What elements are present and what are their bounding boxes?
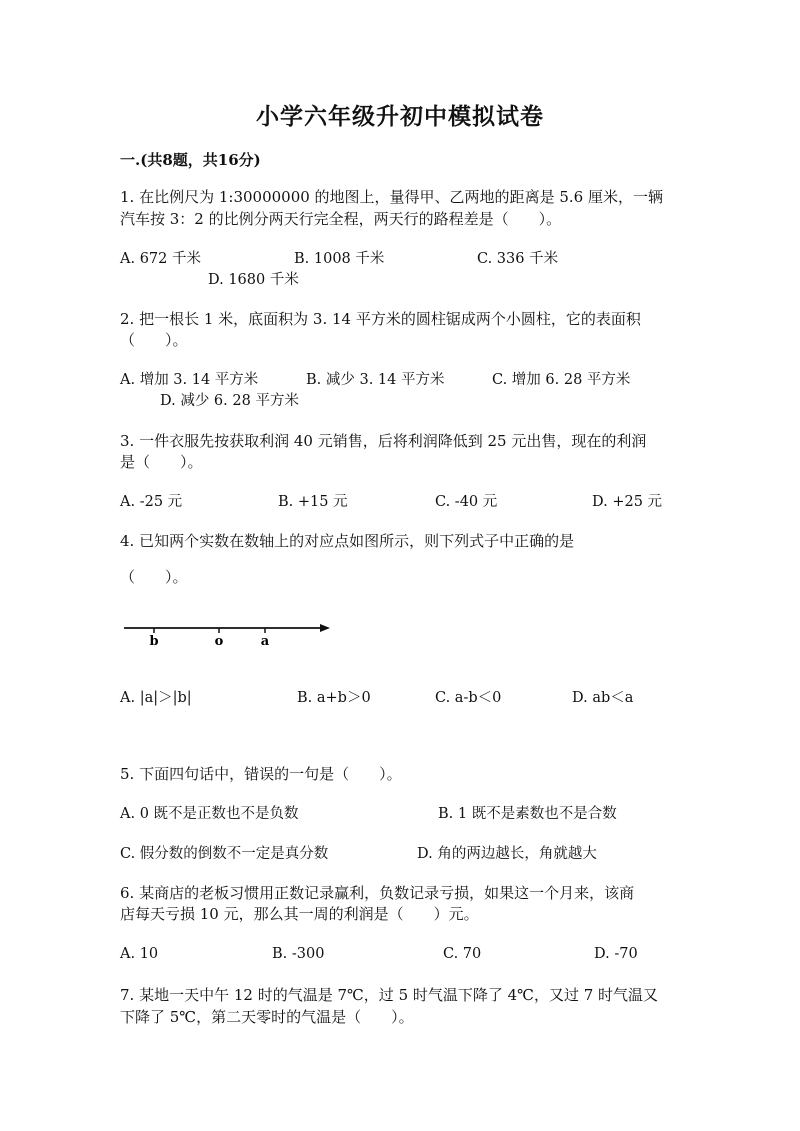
- question-6-option-d[interactable]: D. -70: [594, 946, 638, 962]
- question-6-option-b[interactable]: B. -300: [272, 946, 325, 962]
- label-a: a: [260, 634, 270, 649]
- question-2-option-c[interactable]: C. 增加 6. 28 平方米: [492, 372, 631, 388]
- question-5-option-d[interactable]: D. 角的两边越长，角就越大: [417, 846, 597, 862]
- question-4-line-2: （ ）。: [120, 568, 188, 586]
- question-4-option-c[interactable]: C. a-b＜0: [435, 690, 502, 706]
- question-6-line-2: 店每天亏损 10 元，那么其一周的利润是（ ）元。: [120, 905, 479, 923]
- section-heading: 一.(共8题，共16分): [120, 151, 261, 169]
- page-title: 小学六年级升初中模拟试卷: [256, 103, 544, 130]
- question-7-line-1: 7. 某地一天中午 12 时的气温是 7℃，过 5 时气温下降了 4℃，又过 7 时气温又: [120, 986, 659, 1004]
- question-6-option-a[interactable]: A. 10: [120, 946, 159, 962]
- question-3-option-c[interactable]: C. -40 元: [435, 494, 498, 510]
- question-4-line-1: 4. 已知两个实数在数轴上的对应点如图所示，则下列式子中正确的是: [120, 532, 575, 550]
- question-6-line-1: 6. 某商店的老板习惯用正数记录赢利，负数记录亏损，如果这一个月来，该商: [120, 884, 635, 902]
- question-1-option-a[interactable]: A. 672 千米: [120, 251, 201, 267]
- question-4-option-a[interactable]: A. |a|＞|b|: [120, 690, 192, 706]
- question-4-option-d[interactable]: D. ab＜a: [572, 690, 634, 706]
- number-line-svg: [122, 614, 334, 652]
- question-1-line-1: 1. 在比例尺为 1:30000000 的地图上，量得甲、乙两地的距离是 5.6 厘米，一辆: [120, 188, 663, 206]
- question-5-line-1: 5. 下面四句话中，错误的一句是（ ）。: [120, 765, 402, 783]
- question-2-option-d[interactable]: D. 减少 6. 28 平方米: [160, 393, 299, 409]
- question-3-option-b[interactable]: B. +15 元: [278, 494, 348, 510]
- question-5-option-a[interactable]: A. 0 既不是正数也不是负数: [120, 806, 299, 822]
- label-o: o: [214, 634, 224, 649]
- label-b: b: [149, 634, 159, 649]
- question-2-line-1: 2. 把一根长 1 米，底面积为 3. 14 平方米的圆柱锯成两个小圆柱，它的表面积: [120, 310, 641, 328]
- question-6-option-c[interactable]: C. 70: [443, 946, 482, 962]
- question-3-line-1: 3. 一件衣服先按获取利润 40 元销售，后将利润降低到 25 元出售，现在的利润: [120, 432, 647, 450]
- question-1-option-d[interactable]: D. 1680 千米: [208, 272, 299, 288]
- question-3-option-a[interactable]: A. -25 元: [120, 494, 183, 510]
- question-1-line-2: 汽车按 3：2 的比例分两天行完全程，两天行的路程差是（ ）。: [120, 210, 562, 228]
- question-2-line-2: （ ）。: [120, 331, 188, 349]
- question-2-option-a[interactable]: A. 增加 3. 14 平方米: [120, 372, 259, 388]
- question-1-option-c[interactable]: C. 336 千米: [477, 251, 559, 267]
- question-7-line-2: 下降了 5℃，第二天零时的气温是（ ）。: [120, 1008, 414, 1026]
- number-line-figure: [122, 614, 334, 652]
- question-1-option-b[interactable]: B. 1008 千米: [294, 251, 385, 267]
- question-5-option-c[interactable]: C. 假分数的倒数不一定是真分数: [120, 846, 329, 862]
- question-3-option-d[interactable]: D. +25 元: [592, 494, 663, 510]
- question-4-option-b[interactable]: B. a+b＞0: [297, 690, 371, 706]
- number-line-arrow: [320, 624, 330, 632]
- question-3-line-2: 是（ ）。: [120, 453, 203, 471]
- question-5-option-b[interactable]: B. 1 既不是素数也不是合数: [438, 806, 617, 822]
- question-2-option-b[interactable]: B. 减少 3. 14 平方米: [306, 372, 445, 388]
